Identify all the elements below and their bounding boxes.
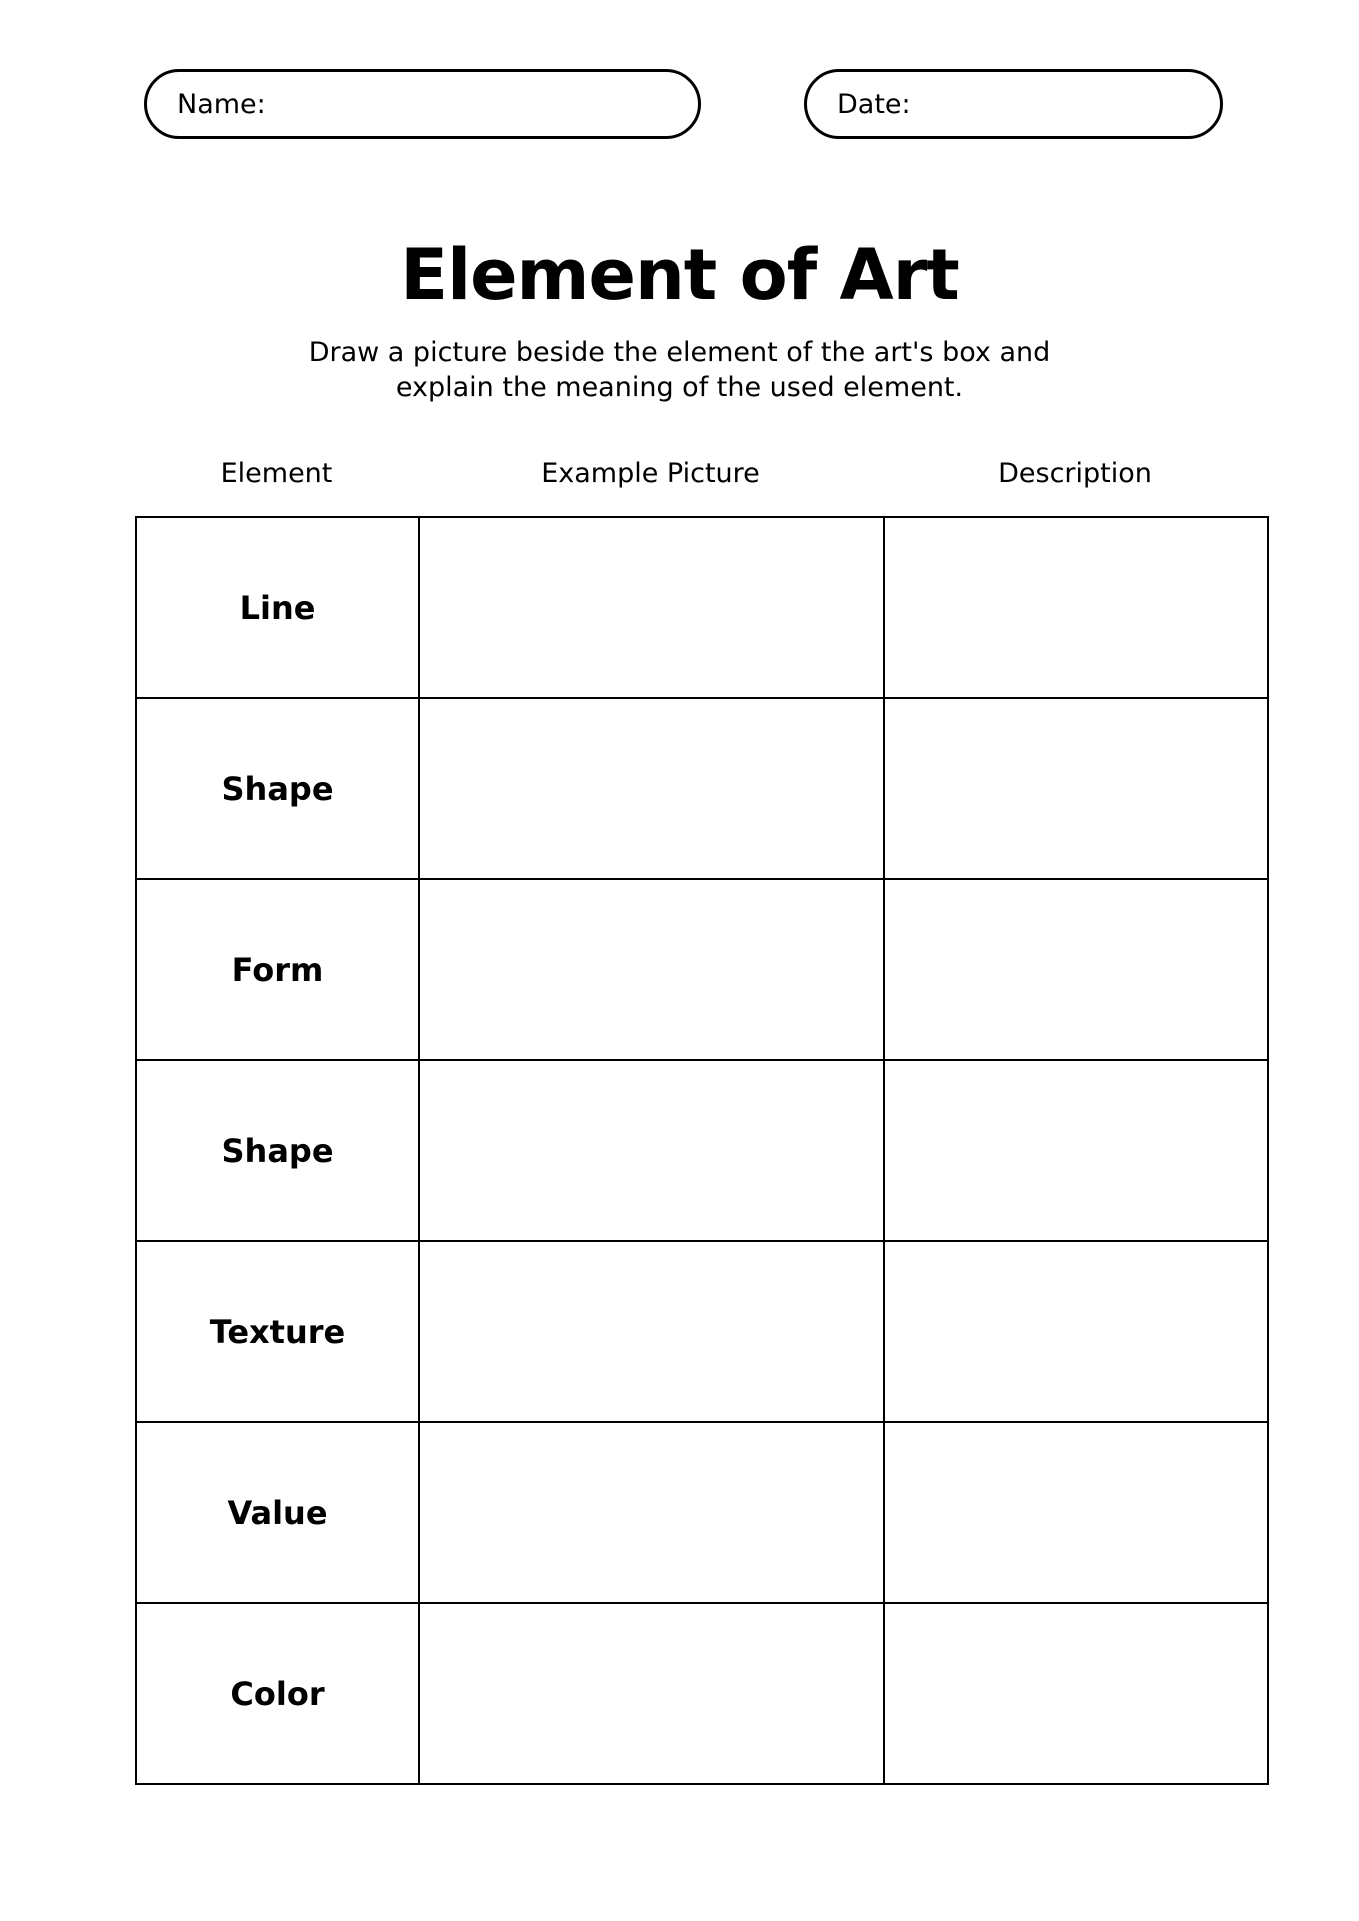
table-row bbox=[136, 879, 1268, 1060]
element-name-cell: Value bbox=[136, 1422, 419, 1603]
column-header-element: Element bbox=[220, 458, 333, 489]
elements-table bbox=[135, 516, 1269, 1785]
table-row bbox=[136, 1241, 1268, 1422]
table-row bbox=[136, 698, 1268, 879]
date-field[interactable] bbox=[804, 69, 1223, 139]
example-picture-cell[interactable] bbox=[419, 517, 884, 698]
table-row bbox=[136, 1603, 1268, 1784]
instructions-line-2: explain the meaning of the used element. bbox=[395, 372, 964, 403]
description-cell[interactable] bbox=[884, 879, 1268, 1060]
example-picture-cell[interactable] bbox=[419, 1422, 884, 1603]
example-picture-cell[interactable] bbox=[419, 1603, 884, 1784]
page-title: Element of Art bbox=[400, 234, 959, 316]
example-picture-cell[interactable] bbox=[419, 1241, 884, 1422]
element-name-cell: Shape bbox=[136, 698, 419, 879]
table-row bbox=[136, 517, 1268, 698]
column-header-description: Description bbox=[998, 458, 1152, 489]
table-row bbox=[136, 1422, 1268, 1603]
example-picture-cell[interactable] bbox=[419, 698, 884, 879]
column-header-example-picture: Example Picture bbox=[541, 458, 760, 489]
description-cell[interactable] bbox=[884, 517, 1268, 698]
instructions-line-1: Draw a picture beside the element of the art's box and bbox=[308, 337, 1051, 368]
description-cell[interactable] bbox=[884, 1603, 1268, 1784]
description-cell[interactable] bbox=[884, 1241, 1268, 1422]
example-picture-cell[interactable] bbox=[419, 879, 884, 1060]
element-name-cell: Shape bbox=[136, 1060, 419, 1241]
date-label: Date: bbox=[837, 88, 911, 120]
element-name-cell: Form bbox=[136, 879, 419, 1060]
table-row bbox=[136, 1060, 1268, 1241]
element-name-cell: Line bbox=[136, 517, 419, 698]
description-cell[interactable] bbox=[884, 1422, 1268, 1603]
description-cell[interactable] bbox=[884, 698, 1268, 879]
element-name-cell: Color bbox=[136, 1603, 419, 1784]
element-name-cell: Texture bbox=[136, 1241, 419, 1422]
description-cell[interactable] bbox=[884, 1060, 1268, 1241]
example-picture-cell[interactable] bbox=[419, 1060, 884, 1241]
name-label: Name: bbox=[177, 88, 266, 120]
name-field[interactable] bbox=[144, 69, 701, 139]
instructions bbox=[0, 335, 1359, 405]
